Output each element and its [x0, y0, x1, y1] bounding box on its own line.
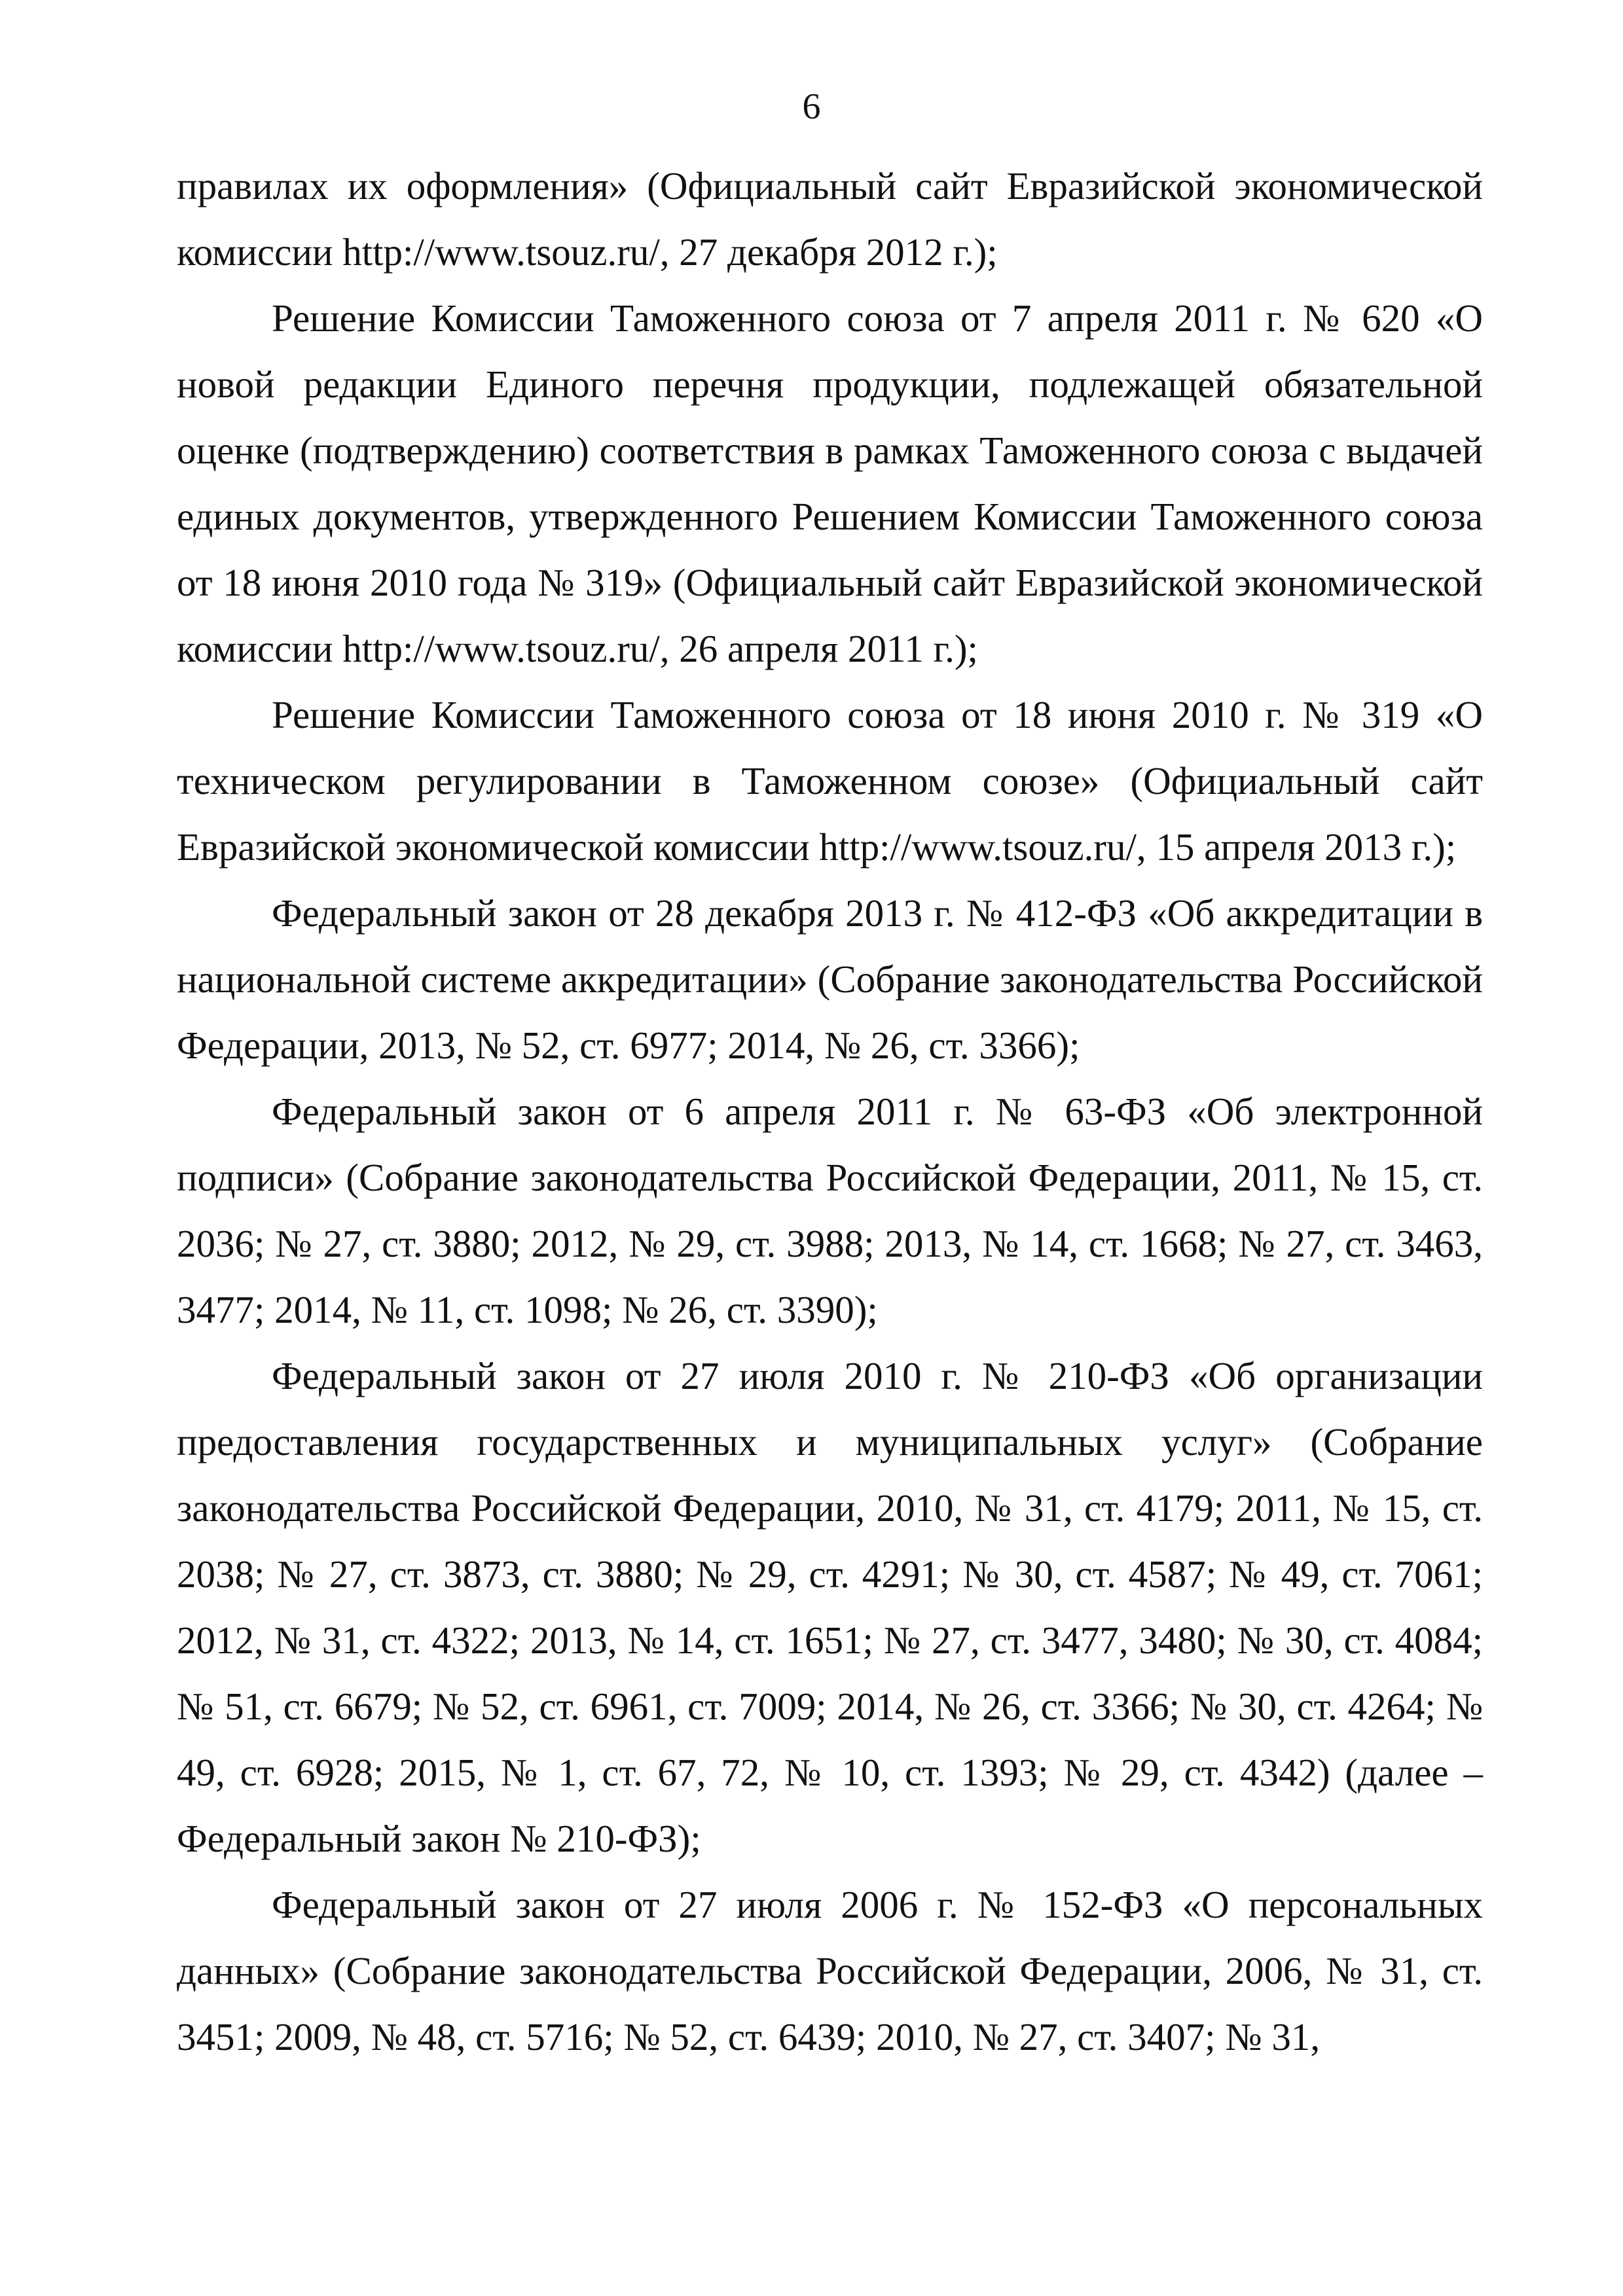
paragraph-decision-319: Решение Комиссии Таможенного союза от 18 июня 2010 г. № 319 «О техническом регулировании в Таможенном союзе» (Официальный сайт Евразийской экономической комиссии http://www.tsouz.ru/, 15 апреля 2013 г.); — [177, 693, 1483, 869]
paragraph-law-412-fz: Федеральный закон от 28 декабря 2013 г. № 412-ФЗ «Об аккредитации в национальной системе аккредитации» (Собрание законодательства Российской Федерации, 2013, № 52, ст. 6977; 2014, № 26, ст. 3366); — [177, 891, 1483, 1067]
page-number: 6 — [802, 86, 821, 127]
paragraph-law-63-fz: Федеральный закон от 6 апреля 2011 г. № 63-ФЗ «Об электронной подписи» (Собрание законодательства Российской Федерации, 2011, № 15, ст. 2036; № 27, ст. 3880; 2012, № 29, ст. 3988; 2013, № 14, ст. 1668; № 27, ст. 3463, 3477; 2014, № 11, ст. 1098; № 26, ст. 3390); — [177, 1090, 1483, 1331]
paragraph-law-152-fz: Федеральный закон от 27 июля 2006 г. № 152-ФЗ «О персональных данных» (Собрание законодательства Российской Федерации, 2006, № 31, ст. 3451; 2009, № 48, ст. 5716; № 52, ст. 6439; 2010, № 27, ст. 3407; № 31, — [177, 1883, 1483, 2058]
body-text — [177, 153, 1483, 2070]
paragraph-continuation: правилах их оформления» (Официальный сайт Евразийской экономической комиссии http://www.tsouz.ru/, 27 декабря 2012 г.); — [177, 164, 1483, 274]
paragraph-law-210-fz: Федеральный закон от 27 июля 2010 г. № 210-ФЗ «Об организации предоставления государственных и муниципальных услуг» (Собрание законодательства Российской Федерации, 2010, № 31, ст. 4179; 2011, № 15, ст. 2038; № 27, ст. 3873, ст. 3880; № 29, ст. 4291; № 30, ст. 4587; № 49, ст. 7061; 2012, № 31, ст. 4322; 2013, № 14, ст. 1651; № 27, ст. 3477, 3480; № 30, ст. 4084; № 51, ст. 6679; № 52, ст. 6961, ст. 7009; 2014, № 26, ст. 3366; № 30, ст. 4264; № 49, ст. 6928; 2015, № 1, ст. 67, 72, № 10, ст. 1393; № 29, ст. 4342) (далее – Федеральный закон № 210-ФЗ); — [177, 1354, 1483, 1860]
paragraph-decision-620: Решение Комиссии Таможенного союза от 7 апреля 2011 г. № 620 «О новой редакции Единого перечня продукции, подлежащей обязательной оценке (подтверждению) соответствия в рамках Таможенного союза с выдачей единых документов, утвержденного Решением Комиссии Таможенного союза от 18 июня 2010 года № 319» (Официальный сайт Евразийской экономической комиссии http://www.tsouz.ru/, 26 апреля 2011 г.); — [177, 296, 1483, 670]
